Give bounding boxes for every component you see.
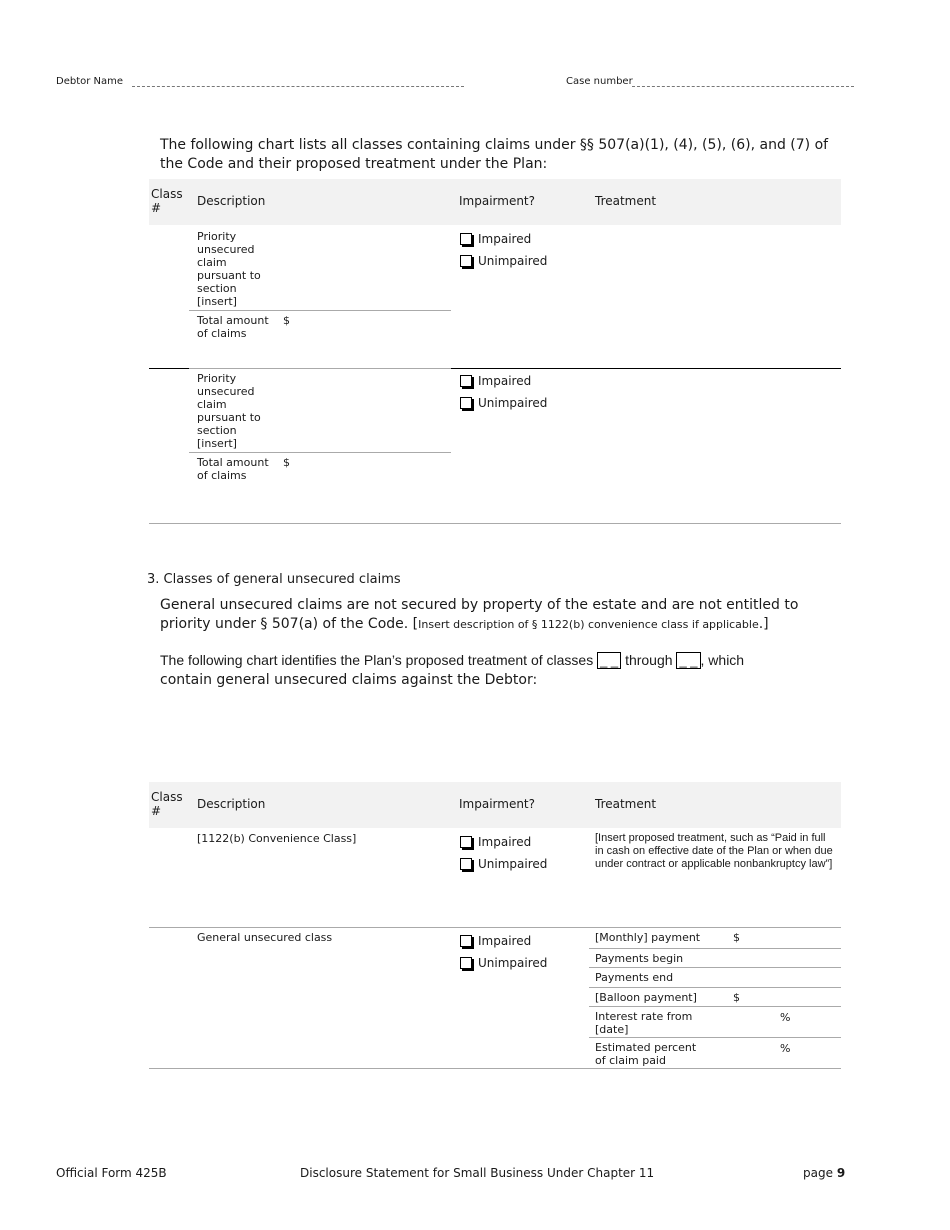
- class-from-blank[interactable]: _ _: [597, 652, 621, 669]
- table1-row2-divider: [189, 452, 451, 453]
- page-label: page: [803, 1166, 833, 1180]
- class-to-blank[interactable]: _ _: [676, 652, 700, 669]
- table1-header-impairment: Impairment?: [459, 194, 536, 208]
- table2-bottom-border: [149, 1068, 841, 1069]
- treatment-divider: [589, 1037, 841, 1038]
- table2-row-separator: [149, 927, 841, 928]
- table1-row2-total-label: Total amount of claims: [197, 456, 269, 482]
- treatment-divider: [589, 967, 841, 968]
- section3-para1-insert: Insert description of § 1122(b) convenience class if applicable: [418, 618, 759, 631]
- table1-row2-total-value: $: [283, 456, 290, 469]
- treatment-monthly-payment-value[interactable]: $: [733, 931, 740, 944]
- treatment-interest-rate-value[interactable]: %: [780, 1011, 791, 1024]
- table2-row2-impaired-option[interactable]: [460, 934, 531, 948]
- impaired-label: Impaired: [478, 835, 532, 849]
- table1-row1-description: Priority unsecured claim pursuant to section [insert]: [197, 230, 261, 308]
- section3-para1-end: .]: [758, 616, 769, 632]
- section3-para2-end: , which: [700, 652, 745, 668]
- table1-row-separator-mid: [189, 368, 451, 369]
- impaired-label: Impaired: [478, 934, 532, 948]
- table1-row1-impaired-option[interactable]: [460, 232, 531, 246]
- treatment-estimated-percent-value[interactable]: %: [780, 1042, 791, 1055]
- table2-header-impairment: Impairment?: [459, 797, 536, 811]
- unimpaired-label: Unimpaired: [478, 254, 548, 268]
- checkbox-icon[interactable]: [460, 233, 472, 245]
- impaired-label: Impaired: [478, 374, 532, 388]
- intro-paragraph: The following chart lists all classes containing claims under §§ 507(a)(1), (4), (5), (6), and (7) of the Code and their proposed treatment under the Plan:: [160, 137, 829, 172]
- table2-header-treatment: Treatment: [595, 797, 657, 811]
- table1-row2-unimpaired-option[interactable]: [460, 396, 547, 410]
- table1-bottom-border: [149, 523, 841, 524]
- footer-page: [803, 1166, 845, 1180]
- page-number: 9: [836, 1166, 846, 1180]
- table1-row2-impaired-option[interactable]: [460, 374, 531, 388]
- section3-paragraph2: [160, 651, 840, 670]
- checkbox-icon[interactable]: [460, 957, 472, 969]
- unimpaired-label: Unimpaired: [478, 857, 548, 871]
- footer-title: Disclosure Statement for Small Business Under Chapter 11: [300, 1166, 655, 1180]
- treatment-divider: [589, 987, 841, 988]
- treatment-payments-begin-label: Payments begin: [595, 952, 684, 965]
- checkbox-icon[interactable]: [460, 375, 472, 387]
- table1-row1-total-label: Total amount of claims: [197, 314, 269, 340]
- table2-header-class: Class #: [151, 790, 183, 818]
- treatment-balloon-payment-value[interactable]: $: [733, 991, 740, 1004]
- treatment-balloon-payment-label: [Balloon payment]: [595, 991, 697, 1004]
- treatment-interest-rate-label: Interest rate from [date]: [595, 1010, 693, 1036]
- checkbox-icon[interactable]: [460, 397, 472, 409]
- section3-heading: 3. Classes of general unsecured claims: [147, 572, 401, 587]
- footer-form-name: Official Form 425B: [56, 1166, 167, 1180]
- section3-para2-start: The following chart identifies the Plan’s proposed treatment of classes: [160, 652, 594, 668]
- table2-row1-treatment: [Insert proposed treatment, such as “Paid in full in cash on effective date of the Plan or when due under contract or applicable nonbankruptcy law”]: [595, 832, 833, 870]
- table1-row-separator-right: [451, 368, 841, 369]
- debtor-name-field[interactable]: [132, 86, 464, 87]
- table2-row2-description: General unsecured class: [197, 931, 333, 944]
- treatment-monthly-payment-label: [Monthly] payment: [595, 931, 701, 944]
- checkbox-icon[interactable]: [460, 836, 472, 848]
- case-number-label: Case number: [566, 76, 633, 87]
- case-number-field[interactable]: [632, 86, 854, 87]
- table1-row1-unimpaired-option[interactable]: [460, 254, 547, 268]
- checkbox-icon[interactable]: [460, 935, 472, 947]
- table1-header-treatment: Treatment: [595, 194, 657, 208]
- table1-row1-divider: [189, 310, 451, 311]
- checkbox-icon[interactable]: [460, 255, 472, 267]
- table2-row1-description: [1122(b) Convenience Class]: [197, 832, 357, 845]
- table2-header-description: Description: [197, 797, 266, 811]
- section3-para2-through: through: [625, 652, 673, 668]
- table2-row1-unimpaired-option[interactable]: [460, 857, 547, 871]
- treatment-divider: [589, 948, 841, 949]
- section3-paragraph2-line2: contain general unsecured claims against the Debtor:: [160, 672, 538, 688]
- table1-row-separator-left: [149, 368, 189, 369]
- checkbox-icon[interactable]: [460, 858, 472, 870]
- treatment-divider: [589, 1006, 841, 1007]
- impaired-label: Impaired: [478, 232, 532, 246]
- table1-row2-description: Priority unsecured claim pursuant to section [insert]: [197, 372, 261, 450]
- section3-paragraph1: [160, 596, 820, 634]
- table2-row1-impaired-option[interactable]: [460, 835, 531, 849]
- unimpaired-label: Unimpaired: [478, 956, 548, 970]
- table1-header-description: Description: [197, 194, 266, 208]
- treatment-payments-end-label: Payments end: [595, 971, 674, 984]
- debtor-name-label: Debtor Name: [56, 76, 124, 87]
- table1-row1-total-value: $: [283, 314, 290, 327]
- treatment-estimated-percent-label: Estimated percent of claim paid: [595, 1041, 697, 1067]
- unimpaired-label: Unimpaired: [478, 396, 548, 410]
- table2-row2-unimpaired-option[interactable]: [460, 956, 547, 970]
- section3-para1-text: General unsecured claims are not secured by property of the estate and are not entitled to priority under § 507(a) of the Code. [: [160, 597, 799, 632]
- table1-header-class: Class #: [151, 187, 183, 215]
